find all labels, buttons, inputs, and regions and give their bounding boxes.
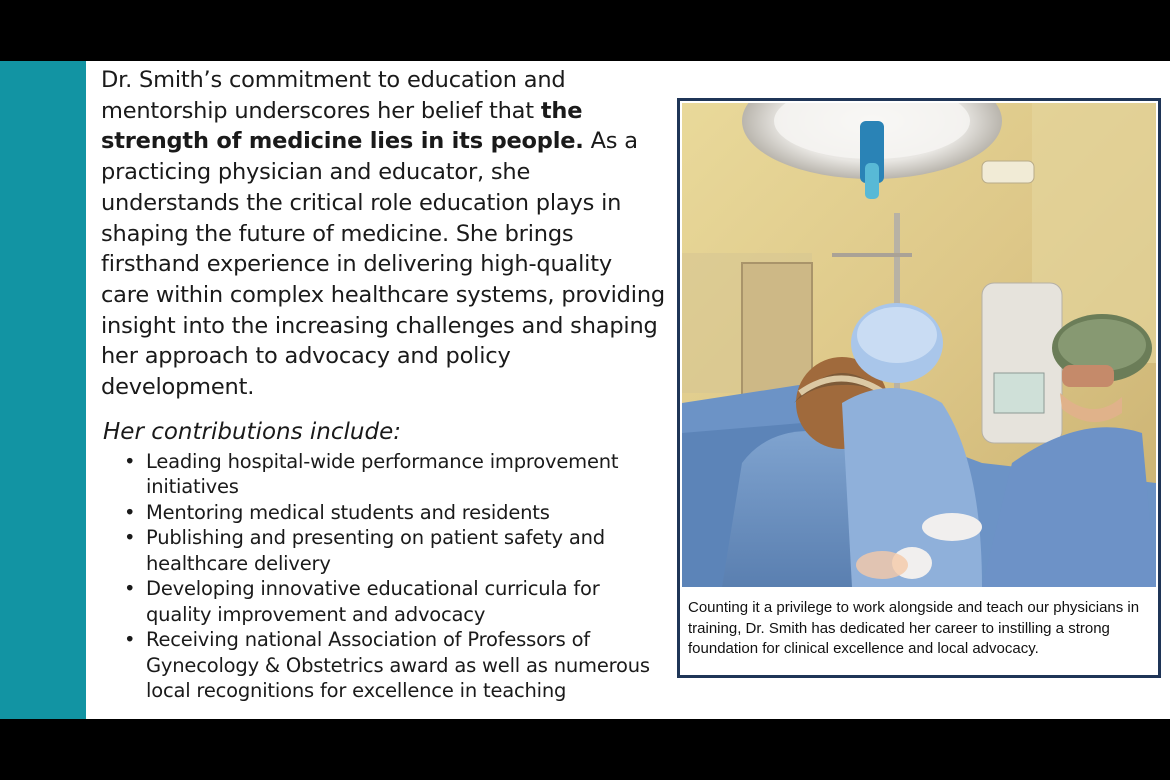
list-item: • Developing innovative educational curricula for quality improvement and advocacy <box>146 576 666 627</box>
contributions-heading: Her contributions include: <box>103 418 401 445</box>
contributions-list <box>101 449 666 704</box>
surgery-photo <box>682 103 1156 587</box>
list-item: • Mentoring medical students and residents <box>146 500 666 526</box>
list-item: • Leading hospital-wide performance improvement initiatives <box>146 449 666 500</box>
list-item: • Publishing and presenting on patient safety and healthcare delivery <box>146 525 666 576</box>
intro-paragraph <box>101 65 666 403</box>
photo-caption: Counting it a privilege to work alongside and teach our physicians in training, Dr. Smith has dedicated her career to instilling a strong foundation for clinical excellence and local advocacy. <box>688 599 1140 657</box>
slide <box>0 61 1170 719</box>
list-item: • Receiving national Association of Professors of Gynecology & Obstetrics award as well as numerous local recognitions for excellence in teaching <box>146 627 666 704</box>
accent-bar <box>0 61 86 719</box>
photo-frame <box>677 98 1161 678</box>
intro-emphasis: the strength of medicine lies in its people. <box>101 97 584 155</box>
text-column <box>101 65 666 704</box>
intro-text-2: As a practicing physician and educator, she understands the critical role education plays in shaping the future of medicine. She brings firsthand experience in delivering high-quality care within complex healthcare systems, providing insight into the increasing challenges and shaping her approach to advocacy and policy development. <box>101 128 665 401</box>
intro-text-1: Dr. Smith’s commitment to education and mentorship underscores her belief that <box>101 67 566 124</box>
